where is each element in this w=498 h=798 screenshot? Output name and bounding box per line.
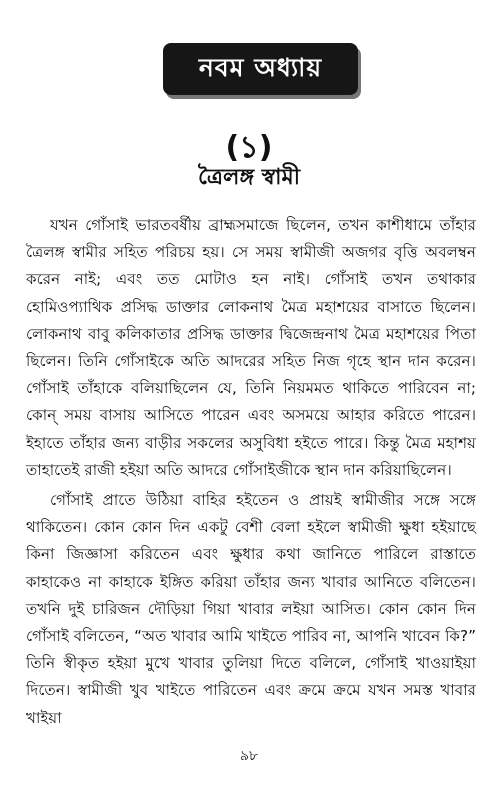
section-number: (১) — [225, 130, 273, 165]
paragraph: গোঁসাই প্রাতে উঠিয়া বাহির হইতেন ও প্রায়ই স্বামীজীর সঙ্গে সঙ্গে থাকিতেন। কোন কোন দিন একটু বেশী বেলা হইলে স্বামীজী ক্ষুধা হইয়াছে কিনা জিজ্ঞাসা করিতেন এবং ক্ষুধার কথা জানিতে পারিলে রাস্তাতে কাহাকেও না কাহাকে ইঙ্গিত করিয়া তাঁহার জন্য খাবার আনিতে বলিতেন। তখনি দুই চারিজন দৌড়িয়া গিয়া খাবার লইয়া আসিত। কোন কোন দিন গোঁসাই বলিতেন, “অত খাবার আমি খাইতে পারিব না, আপনি খাবেন কি?” তিনি স্বীকৃত হইয়া মুখে খাবার তুলিয়া দিতে বলিলে, গোঁসাই খাওয়াইয়া দিতেন। স্বামীজী খুব খাইতে পারিতেন এবং ক্রমে ক্রমে যখন সমস্ত খাবার খাইয়া — [26, 491, 476, 727]
chapter-heading-box — [163, 43, 358, 95]
section-title: ত্রৈলঙ্গ স্বামী — [198, 165, 300, 190]
paragraph: যখন গোঁসাই ভারতবর্ষীয় ব্রাহ্মসমাজে ছিলেন, তখন কাশীধামে তাঁহার ত্রৈলঙ্গ স্বামীর সহিত পরিচয় হয়। সে সময় স্বামীজী অজগর বৃত্তি অবলম্বন করেন নাই; এবং তত মোটাও হন নাই। গোঁসাই তখন তথাকার হোমিওপ্যাথিক প্রসিদ্ধ ডাক্তার লোকনাথ মৈত্র মহাশয়ের বাসাতে ছিলেন। লোকনাথ বাবু কলিকাতার প্রসিদ্ধ ডাক্তার দ্বিজেন্দ্রনাথ মৈত্র মহাশয়ের পিতা ছিলেন। তিনি গোঁসাইকে অতি আদরের সহিত নিজ গৃহে স্থান দান করেন। গোঁসাই তাঁহাকে বলিয়াছিলেন যে, তিনি নিয়মমত থাকিতে পারিবেন না; কোন্ সময় বাসায় আসিতে পারেন এবং অসময়ে আহার করিতে পারেন। ইহাতে তাঁহার জন্য বাড়ীর সকলের অসুবিধা হইতে পারে। কিন্তু মৈত্র মহাশয় তাহাতেই রাজী হইয়া অতি আদরে গোঁসাইজীকে স্থান দান করিয়াছিলেন। — [26, 216, 476, 479]
page-number: ৯৮ — [239, 748, 259, 764]
body-text — [26, 212, 476, 732]
chapter-title: নবম অধ্যায় — [198, 52, 323, 82]
